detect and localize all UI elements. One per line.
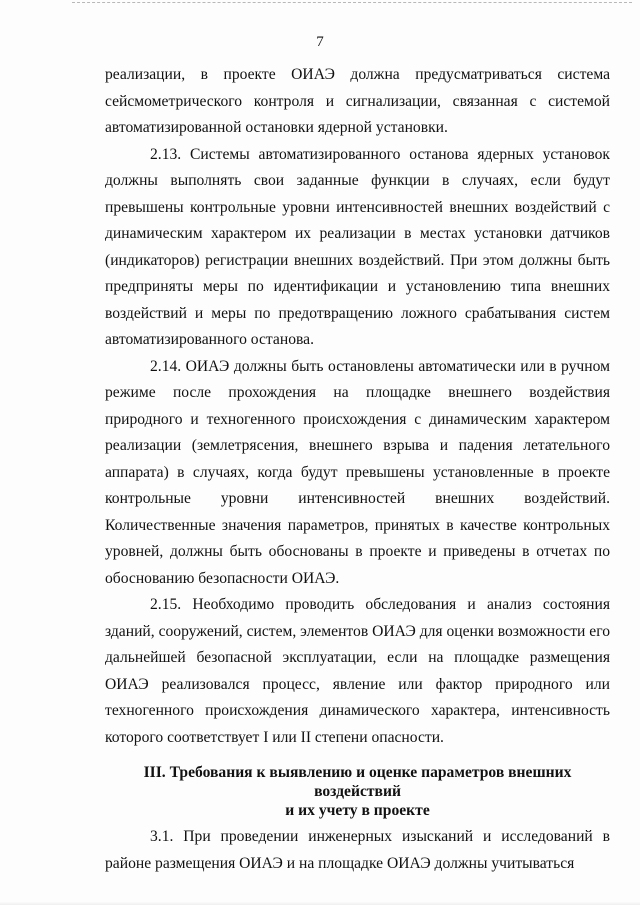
- page-bottom-edge: [0, 901, 640, 905]
- section-3-heading-line-1: III. Требования к выявлению и оценке параметров внешних воздействий: [143, 764, 572, 800]
- paragraph-2-15: 2.15. Необходимо проводить обследования и анализ состояния зданий, сооружений, систем, элементов ОИАЭ для оценки возможности его дальнейшей безопасной эксплуатации, если на площадке размещения ОИАЭ реализовался процесс, явление или фактор природного или техногенного происхождения динамического характера, интенсивность которого соответствует I или II степени опасности.: [105, 596, 610, 746]
- page-number: 7: [316, 34, 324, 50]
- top-edge-rule: [72, 2, 632, 3]
- document-body: [105, 62, 610, 877]
- paragraph-3-1: 3.1. При проведении инженерных изысканий и исследований в районе размещения ОИАЭ и на площадке ОИАЭ должны учитываться: [105, 828, 610, 872]
- section-3-heading: [105, 763, 610, 820]
- paragraph-2-14: 2.14. ОИАЭ должны быть остановлены автоматически или в ручном режиме после прохождения на площадке внешнего воздействия природного и техногенного происхождения с динамическим характером реализации (землетрясения, внешнего взрыва и падения летательного аппарата) в случаях, когда будут превышены установленные в проекте контрольные уровни интенсивностей внешних воздействий. Количественные значения параметров, принятых в качестве контрольных уровней, должны быть обоснованы в проекте и приведены в отчетах по обоснованию безопасности ОИАЭ.: [105, 357, 610, 587]
- paragraph-continuation: реализации, в проекте ОИАЭ должна предусматриваться система сейсмометрического контроля и сигнализации, связанная с системой автоматизированной остановки ядерной установки.: [105, 66, 610, 136]
- paragraph-2-13: 2.13. Системы автоматизированного останова ядерных установок должны выполнять свои заданные функции в случаях, если будут превышены контрольные уровни интенсивностей внешних воздействий с динамическим характером их реализации в местах установки датчиков (индикаторов) регистрации внешних воздействий. При этом должны быть предприняты меры по идентификации и установлению типа внешних воздействий и меры по предотвращению ложного срабатывания систем автоматизированного останова.: [105, 145, 610, 348]
- section-3-heading-line-2: и их учету в проекте: [285, 802, 430, 819]
